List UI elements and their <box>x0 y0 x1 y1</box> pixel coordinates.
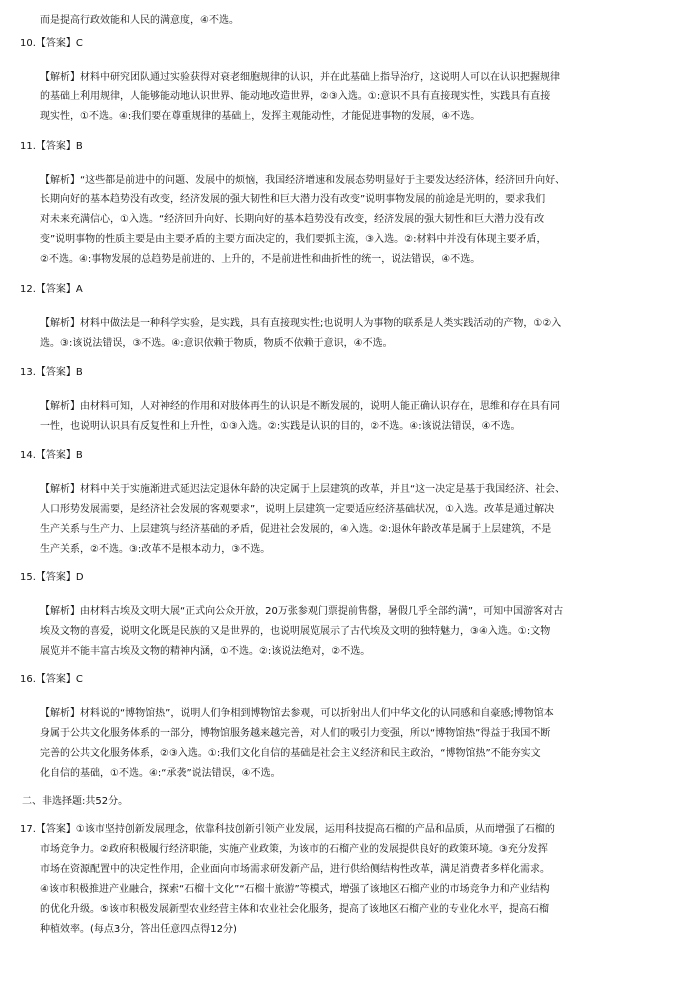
text-line: 16.【答案】C <box>20 674 83 685</box>
text-line: 而是提高行政效能和人民的满意度，④不选。 <box>40 15 239 26</box>
text-line: 13.【答案】B <box>20 367 83 378</box>
text-line: 展览并不能丰富古埃及文物的精神内涵，①不选。②:该说法绝对，②不选。 <box>40 646 371 657</box>
text-line: 身属于公共文化服务体系的一部分，博物馆服务越来越完善，对人们的吸引力变强，所以“博物馆热”得益于我国不断 <box>40 728 551 739</box>
text-line: 15.【答案】D <box>20 572 84 583</box>
text-line: 的基础上利用规律，人能够能动地认识世界、能动地改造世界，②③入选。①:意识不具有直接现实性，实践具有直接 <box>40 91 551 102</box>
text-line: 人口形势发展需要，是经济社会发展的客观要求”，说明上层建筑一定要适应经济基础状况，①入选。改革是通过解决 <box>40 504 555 515</box>
text-line: 17.【答案】①该市坚持创新发展理念，依靠科技创新引领产业发展，运用科技提高石榴的产品和品质，从而增强了石榴的 <box>20 824 555 835</box>
text-line: 对未来充满信心，①入选。“经济回升向好、长期向好的基本趋势没有改变，经济发展的强大韧性和巨大潜力没有改 <box>40 214 545 225</box>
text-line: 种植效率。(每点3分，答出任意四点得12分) <box>40 924 237 935</box>
text-line: 完善的公共文化服务体系，②③入选。①:我们文化自信的基础是社会主义经济和民主政治，“博物馆热”不能夯实文 <box>40 748 541 759</box>
text-line: 【解析】材料中研究团队通过实验获得对衰老细胞规律的认识，并在此基础上指导治疗，这说明人可以在认识把握规律 <box>40 72 560 83</box>
text-line: 12.【答案】A <box>20 284 83 295</box>
text-line: 11.【答案】B <box>20 141 83 152</box>
text-line: ②不选。④:事物发展的总趋势是前进的、上升的，不是前进性和曲折性的统一，说法错误，④不选。 <box>40 254 481 265</box>
text-line: ④该市积极推进产业融合，探索“石榴十文化”“石榴十旅游”等模式，增强了该地区石榴产业的市场竞争力和产业结构 <box>40 884 550 895</box>
text-line: 市场竞争力。②政府积极履行经济职能，实施产业政策，为该市的石榴产业的发展提供良好的政策环境。③充分发挥 <box>40 844 548 855</box>
text-line: 现实性，①不选。④:我们要在尊重规律的基础上，发挥主观能动性，才能促进事物的发展，④不选。 <box>40 111 481 122</box>
text-line: 14.【答案】B <box>20 450 83 461</box>
text-line: 二、非选择题:共52分。 <box>22 796 129 807</box>
text-line: 【解析】材料中做法是一种科学实验，是实践，具有直接现实性;也说明人为事物的联系是人类实践活动的产物，①②入 <box>40 318 562 329</box>
text-line: 的优化升级。⑤该市积极发展新型农业经营主体和农业社会化服务，提高了该地区石榴产业的专业化水平，提高石榴 <box>40 904 549 915</box>
text-line: 生产关系，②不选。③:改革不是根本动力，③不选。 <box>40 544 271 555</box>
text-line: 市场在资源配置中的决定性作用，企业面向市场需求研发新产品，进行供给侧结构性改革，满足消费者多样化需求。 <box>40 864 550 875</box>
text-line: 【解析】材料说的“博物馆热”，说明人们争相到博物馆去参观，可以折射出人们中华文化的认同感和自豪感;博物馆本 <box>40 708 554 719</box>
text-line: 【解析】由材料古埃及文明大展“正式向公众开放，20万张参观门票提前售罄，暑假几乎全部约满”，可知中国游客对古 <box>40 606 564 617</box>
text-line: 【解析】由材料可知，人对神经的作用和对肢体再生的认识是不断发展的，说明人能正确认识存在，思维和存在具有同 <box>40 401 560 412</box>
text-line: 生产关系与生产力、上层建筑与经济基础的矛盾，促进社会发展的，④入选。②:退休年龄改革是属于上层建筑，不是 <box>40 524 552 535</box>
text-line: 化自信的基础，①不选。④:“承袭”说法错误，④不选。 <box>40 768 281 779</box>
text-line: 一性，也说明认识具有反复性和上升性，①③入选。②:实践是认识的目的，②不选。④:该说法错误，④不选。 <box>40 421 521 432</box>
text-line: 埃及文物的喜爱，说明文化既是民族的又是世界的，也说明展览展示了古代埃及文明的独特魅力，③④入选。①:文物 <box>40 626 551 637</box>
text-line: 长期向好的基本趋势没有改变，经济发展的强大韧性和巨大潜力没有改变”说明事物发展的前途是光明的，要求我们 <box>40 194 546 205</box>
text-line: 【解析】“这些都是前进中的问题、发展中的烦恼，我国经济增速和发展态势明显好于主要发达经济体，经济回升向好、 <box>40 175 566 186</box>
text-line: 10.【答案】C <box>20 38 83 49</box>
text-line: 【解析】材料中关于实施渐进式延迟法定退休年龄的决定属于上层建筑的改革，并且“这一决定是基于我国经济、社会、 <box>40 484 566 495</box>
text-line: 选。③:该说法错误，③不选。④:意识依赖于物质，物质不依赖于意识，④不选。 <box>40 338 393 349</box>
text-line: 变”说明事物的性质主要是由主要矛盾的主要方面决定的，我们要抓主流，③入选。②:材料中并没有体现主要矛盾， <box>40 234 547 245</box>
